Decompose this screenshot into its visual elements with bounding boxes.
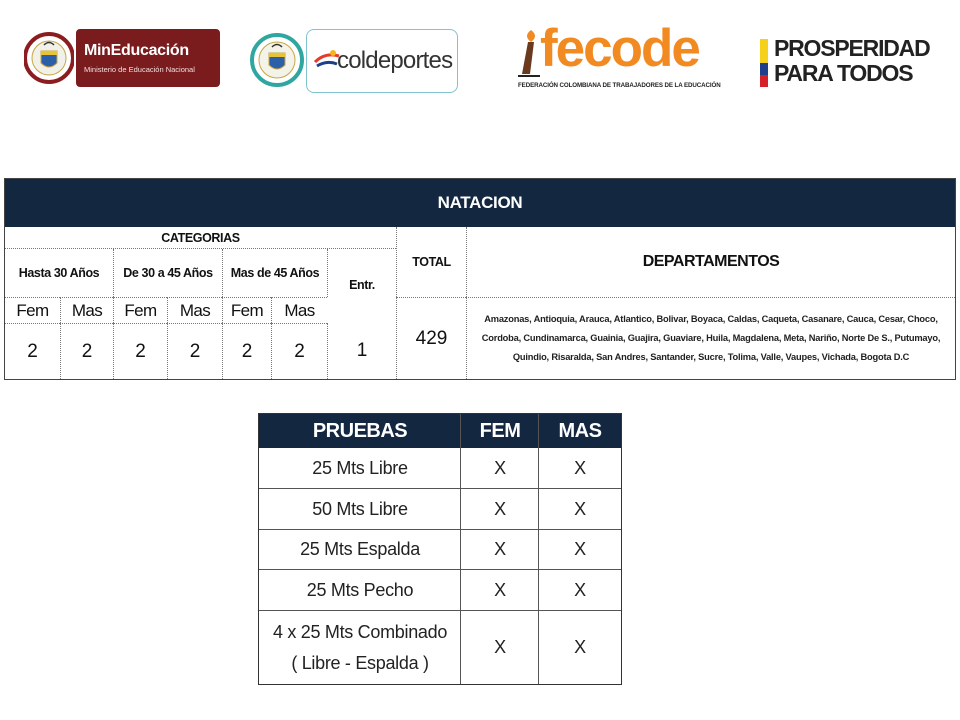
mineducacion-title: MinEducación bbox=[84, 42, 189, 59]
categorias-header: CATEGORIAS bbox=[5, 227, 396, 249]
value-cell: 2 bbox=[222, 323, 271, 379]
mas-mark: X bbox=[574, 579, 586, 600]
prueba-name: 50 Mts Libre bbox=[312, 498, 408, 519]
prueba-name: 25 Mts Espalda bbox=[300, 539, 420, 559]
table-title: NATACION bbox=[5, 179, 955, 227]
pruebas-table bbox=[258, 413, 622, 685]
prueba-line1: 4 x 25 Mts Combinado bbox=[272, 621, 448, 642]
coldeportes-title: coldeportes bbox=[337, 47, 453, 74]
prueba-name: 25 Mts Libre bbox=[312, 457, 408, 478]
fem-mark: X bbox=[494, 498, 506, 519]
mas-mark: X bbox=[574, 539, 586, 559]
colombia-flag-icon bbox=[760, 39, 768, 87]
departamentos-header: DEPARTAMENTOS bbox=[466, 227, 955, 297]
subheader-fem: Fem bbox=[113, 297, 167, 323]
torch-icon bbox=[516, 30, 542, 78]
total-header: TOTAL bbox=[396, 227, 466, 297]
subheader-fem: Fem bbox=[222, 297, 271, 323]
colombia-seal-icon bbox=[250, 31, 304, 89]
mineducacion-subtitle: Ministerio de Educación Nacional bbox=[84, 65, 195, 74]
mas-mark: X bbox=[574, 457, 586, 478]
prueba-line2: ( Libre - Espalda ) bbox=[291, 652, 429, 673]
fecode-subtitle: FEDERACIÓN COLOMBIANA DE TRABAJADORES DE LA EDUCACIÓN bbox=[518, 82, 721, 89]
prosperidad-text bbox=[774, 36, 930, 86]
entr-value: 1 bbox=[327, 323, 396, 379]
natacion-summary-table bbox=[4, 178, 956, 380]
total-value: 429 bbox=[396, 297, 466, 379]
subheader-fem: Fem bbox=[5, 297, 60, 323]
entr-header: Entr. bbox=[327, 249, 396, 297]
group-header-mas-45: Mas de 45 Años bbox=[222, 249, 327, 297]
mineducacion-banner bbox=[76, 29, 220, 87]
prueba-name: 25 Mts Pecho bbox=[306, 579, 414, 600]
colombia-seal-icon bbox=[24, 29, 74, 87]
prueba-name-combinado bbox=[259, 611, 461, 684]
subheader-mas: Mas bbox=[167, 297, 222, 323]
value-cell: 2 bbox=[271, 323, 327, 379]
mas-mark: X bbox=[574, 498, 586, 519]
group-header-hasta-30: Hasta 30 Años bbox=[18, 266, 100, 280]
value-cell: 2 bbox=[113, 323, 167, 379]
fem-mark: X bbox=[494, 637, 506, 657]
fem-mark: X bbox=[494, 539, 506, 559]
prosperidad-logo bbox=[760, 36, 942, 92]
fem-header: FEM bbox=[461, 414, 539, 448]
value-cell: 2 bbox=[167, 323, 222, 379]
fecode-title: fecode bbox=[540, 19, 699, 78]
value-cell: 2 bbox=[60, 323, 113, 379]
mas-mark: X bbox=[574, 637, 586, 657]
coldeportes-banner bbox=[306, 29, 458, 93]
mineducacion-logo bbox=[24, 29, 220, 87]
fem-mark: X bbox=[494, 457, 506, 478]
fem-mark: X bbox=[494, 579, 506, 600]
coldeportes-logo bbox=[250, 29, 460, 93]
group-header-30-45: De 30 a 45 Años bbox=[113, 249, 222, 297]
prosperidad-line2: PARA TODOS bbox=[774, 60, 913, 86]
mas-header: MAS bbox=[539, 414, 621, 448]
subheader-mas: Mas bbox=[60, 297, 113, 323]
subheader-mas: Mas bbox=[271, 297, 327, 323]
departamentos-list: Amazonas, Antioquia, Arauca, Atlantico, Bolivar, Boyaca, Caldas, Caqueta, Casanare, Cauca, Cesar, Choco, Cordoba, Cundinamarca, Guainia, Guajira, Guaviare, Huila, Magdalena, Meta, Nariño, Norte De S., Putumayo, Quindio, Risaralda, San Andres, Santander, Sucre, Tolima, Valle, Vaupes, Vichada, Bogota D.C bbox=[466, 297, 955, 379]
value-cell: 2 bbox=[5, 323, 60, 379]
fecode-logo bbox=[516, 19, 721, 94]
prosperidad-line1: PROSPERIDAD bbox=[774, 35, 930, 61]
pruebas-header: PRUEBAS bbox=[259, 414, 461, 448]
